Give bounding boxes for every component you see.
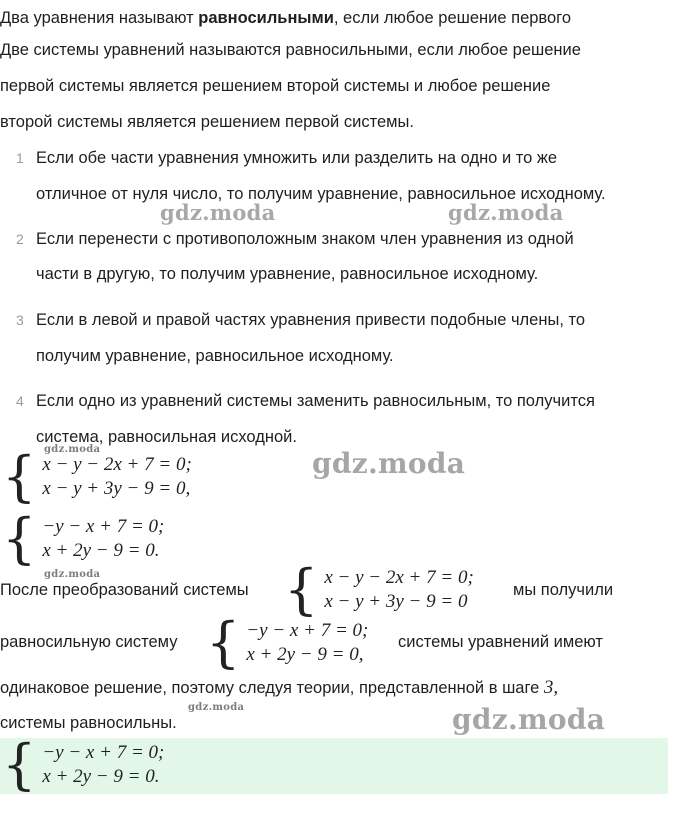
explanation-line-4: системы равносильны. [0,714,177,732]
explanation-system-2-eq-1: −y − x + 7 = 0; [246,620,369,641]
explanation-system-1-eq-2: x − y + 3y − 9 = 0 [324,591,468,612]
watermark: gdz.moda [188,702,245,713]
explanation-system-1-eq-1: x − y − 2x + 7 = 0; [324,567,474,588]
system-transformed-eq-2: x + 2y − 9 = 0. [42,540,160,561]
rule-1-line-1: Если обе части уравнения умножить или разделить на одно и то же [36,149,558,167]
explanation-system-1 [284,558,474,621]
rule-3-line-1: Если в левой и правой частях уравнения привести подобные члены, то [36,311,586,329]
system-transformed [2,507,165,570]
answer-system [2,733,165,796]
system-transformed-eq-1: −y − x + 7 = 0; [42,516,165,537]
explanation-system-2 [206,611,369,674]
explanation-step-number: 3, [543,677,559,698]
answer-system-eq-1: −y − x + 7 = 0; [42,742,165,763]
watermark: gdz.moda [452,703,606,736]
rule-number-3: 3 [16,312,24,328]
explanation-part-4: системы уравнений имеют [398,633,603,651]
explanation-part-1: После преобразований системы [0,581,249,599]
definition-equations [0,8,571,28]
brace-icon: { [2,507,37,570]
rule-4-line-1: Если одно из уравнений системы заменить равносильным, то получится [36,392,595,410]
definition-systems-line-1: Две системы уравнений называются равносильными, если любое решение [0,41,581,59]
system-original-eq-1: x − y − 2x + 7 = 0; [42,454,192,475]
rule-1-line-2: отличное от нуля число, то получим уравнение, равносильное исходному. [36,185,606,203]
definition-equations-bold: равносильными [198,9,334,27]
rule-number-4: 4 [16,393,24,409]
rule-2-line-1: Если перенести с противоположным знаком член уравнения из одной [36,230,574,248]
watermark: gdz.moda [44,569,101,580]
rule-3-line-2: получим уравнение, равносильное исходному. [36,347,394,365]
watermark: gdz.moda [44,444,101,455]
rule-4-line-2: система, равносильная исходной. [36,428,297,446]
brace-icon: { [284,558,319,621]
system-original-eq-2: x − y + 3y − 9 = 0, [42,478,191,499]
definition-equations-suffix: , если любое решение первого [333,9,572,27]
explanation-line-3 [0,678,558,698]
definition-equations-prefix: Два уравнения называют [0,9,199,27]
rule-number-2: 2 [16,231,24,247]
answer-system-eq-2: x + 2y − 9 = 0. [42,766,160,787]
rule-2-line-2: части в другую, то получим уравнение, равносильное исходному. [36,265,539,283]
definition-systems-line-2: первой системы является решением второй системы и любое решение [0,77,551,95]
explanation-part-3: равносильную систему [0,633,178,651]
watermark: gdz.moda [160,200,276,225]
explanation-system-2-eq-2: x + 2y − 9 = 0, [246,644,364,665]
brace-icon: { [2,445,37,508]
explanation-line-3-text: одинаковое решение, поэтому следуя теории, представленной в шаге [0,679,540,697]
watermark: gdz.moda [312,447,466,480]
brace-icon: { [2,733,37,796]
watermark: gdz.moda [448,200,564,225]
rule-number-1: 1 [16,150,24,166]
explanation-part-2: мы получили [513,581,614,599]
brace-icon: { [206,611,241,674]
definition-systems-line-3: второй системы является решением первой системы. [0,113,414,131]
